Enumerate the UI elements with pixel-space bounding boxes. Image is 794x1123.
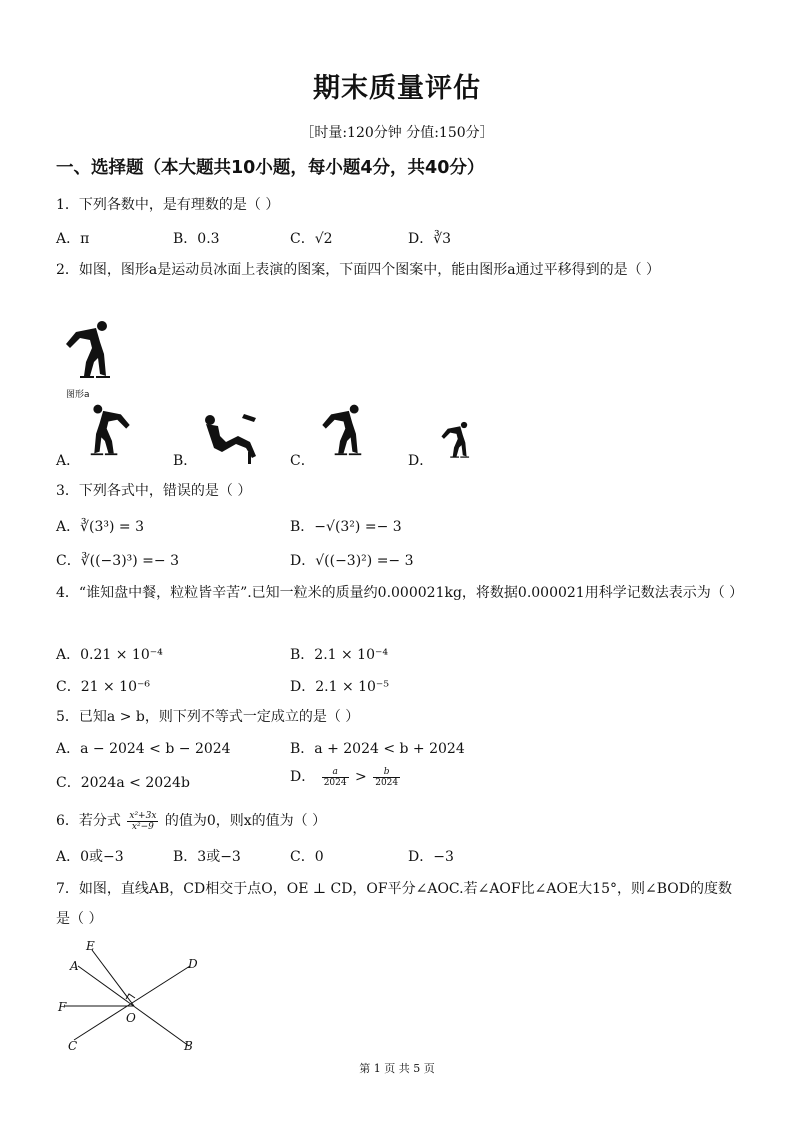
page-title: 期末质量评估 <box>313 73 481 104</box>
label-c: C <box>68 1039 78 1053</box>
q1-option-d: D．∛3 <box>408 231 452 247</box>
q5-option-b: B．a + 2024 < b + 2024 <box>290 741 465 757</box>
q6-option-a: A．0或−3 <box>56 849 124 865</box>
q6-option-c: C．0 <box>290 849 324 865</box>
question-1-stem: 1．下列各数中，是有理数的是（ ） <box>56 197 280 213</box>
q2-option-c: C． <box>290 453 315 469</box>
question-2-stem: 2．如图，图形a是运动员冰面上表演的图案，下面四个图案中，能由图形a通过平移得到的是（ ） <box>56 262 661 278</box>
fraction-b-denominator: 2024 <box>375 777 399 788</box>
question-5-stem: 5．已知a > b，则下列不等式一定成立的是（ ） <box>56 709 360 725</box>
fraction-a-numerator: a <box>322 767 349 778</box>
q2-option-a: A． <box>56 453 81 469</box>
exam-info: ［时量:120分钟 分值:150分］ <box>300 125 494 141</box>
fraction-b <box>373 767 400 788</box>
question-6-stem <box>56 810 326 832</box>
q4-option-b: B．2.1 × 10⁻⁴ <box>290 647 388 663</box>
fraction-a-denominator: 2024 <box>323 777 347 788</box>
q5-option-c: C．2024a < 2024b <box>56 775 190 791</box>
q6-stem-post: 的值为0，则x的值为（ ） <box>164 813 327 829</box>
q3-option-d: D．√((−3)²) =− 3 <box>290 553 414 569</box>
label-e: E <box>86 939 95 953</box>
skater-option-d <box>434 420 474 464</box>
fraction-b-numerator: b <box>373 767 400 778</box>
fraction-a <box>322 767 349 788</box>
q2-option-d: D． <box>408 453 434 469</box>
q1-option-c: C．√2 <box>290 231 333 247</box>
q4-option-d: D．2.1 × 10⁻⁵ <box>290 679 389 695</box>
skater-option-a <box>84 402 140 464</box>
label-f: F <box>58 1000 67 1014</box>
q1-option-b: B．0.3 <box>173 231 220 247</box>
skater-option-c <box>312 402 368 464</box>
figure-a-label: 图形a <box>66 390 90 400</box>
q4-option-c: C．21 × 10⁻⁶ <box>56 679 150 695</box>
section-heading: 一、选择题（本大题共10小题，每小题4分，共40分） <box>56 158 485 178</box>
label-a: A <box>70 959 79 973</box>
q6-option-d: D．−3 <box>408 849 454 865</box>
q6-fraction-denominator: x²−9 <box>131 821 154 832</box>
q3-option-a: A．∛(3³) = 3 <box>56 519 145 535</box>
skater-figure-a <box>56 318 116 388</box>
label-b: B <box>184 1039 193 1053</box>
q6-fraction <box>127 811 158 832</box>
angle-diagram <box>56 936 216 1056</box>
q3-option-b: B．−√(3²) =− 3 <box>290 519 402 535</box>
question-4-stem: 4．“谁知盘中餐，粒粒皆辛苦”.已知一粒米的质量约0.000021kg，将数据0.000021用科学记数法表示为（ ） <box>56 585 744 601</box>
label-d: D <box>188 957 198 971</box>
q5-option-a: A．a − 2024 < b − 2024 <box>56 741 231 757</box>
q6-option-b: B．3或−3 <box>173 849 241 865</box>
label-o: O <box>126 1011 136 1025</box>
q5-option-d-label: D． <box>290 769 316 785</box>
q2-option-b: B． <box>173 453 198 469</box>
question-7-stem: 7．如图，直线AB，CD相交于点O，OE ⊥ CD，OF平分∠AOC.若∠AOF比∠AOE大15°，则∠BOD的度数是（ ） <box>56 881 732 927</box>
question-3-stem: 3．下列各式中，错误的是（ ） <box>56 483 252 499</box>
q1-option-a: A．π <box>56 231 90 247</box>
q3-option-c: C．∛((−3)³) =− 3 <box>56 553 179 569</box>
q6-stem-pre: 6．若分式 <box>56 813 121 829</box>
greater-than-sign: > <box>355 769 367 785</box>
q4-option-a: A．0.21 × 10⁻⁴ <box>56 647 163 663</box>
page-footer: 第 1 页 共 5 页 <box>359 1062 435 1075</box>
skater-option-b <box>196 408 262 464</box>
q6-fraction-numerator: x²+3x <box>129 810 157 821</box>
q5-option-d <box>290 766 402 788</box>
